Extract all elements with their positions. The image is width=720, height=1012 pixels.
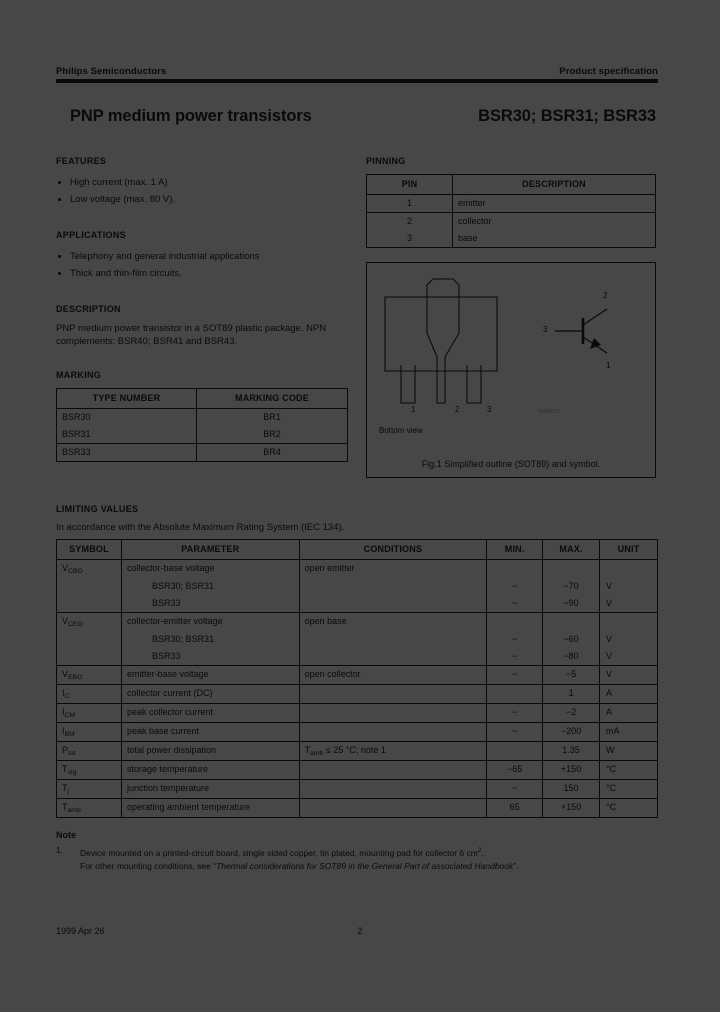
bottom-view-label: Bottom view	[379, 426, 423, 435]
note-line2-pre: For other mounting conditions, see “	[80, 860, 217, 871]
cell-min	[487, 685, 543, 704]
limiting-values-subheading: In accordance with the Absolute Maximum Rating System (IEC 134).	[56, 522, 345, 533]
note-section	[56, 830, 658, 873]
cell-parameter: junction temperature	[121, 780, 299, 799]
limiting-values-heading: LIMITING VALUES	[56, 504, 139, 514]
table-row	[57, 595, 658, 613]
list-item: Thick and thin-film circuits.	[56, 265, 348, 282]
description-text: PNP medium power transistor in a SOT89 plastic package. NPN complements: BSR40; BSR41 and BSR43.	[56, 323, 327, 347]
column-header-conditions: CONDITIONS	[299, 540, 487, 560]
cell-unit: W	[600, 742, 658, 761]
cell-max: −5	[543, 666, 600, 685]
cell-conditions: open collector	[299, 666, 487, 685]
pinning-table	[366, 174, 656, 248]
cell-pin-number: 3	[367, 230, 453, 248]
cell-conditions	[299, 648, 487, 666]
cell-symbol: $V_{CBO}$	[57, 560, 122, 579]
cell-unit	[600, 613, 658, 632]
drawing-code: MAM257	[539, 409, 561, 415]
table-row	[57, 444, 348, 462]
cell-unit: A	[600, 685, 658, 704]
cell-parameter: operating ambient temperature	[121, 799, 299, 818]
table-row	[57, 578, 658, 595]
features-list	[56, 174, 348, 208]
cell-conditions	[299, 761, 487, 780]
document-type: Product specification	[559, 66, 658, 77]
cell-type-number: BSR30	[57, 409, 197, 427]
symbol-collector-label: 2	[603, 291, 608, 300]
cell-unit: V	[600, 648, 658, 666]
cell-conditions	[299, 723, 487, 742]
cell-parameter: total power dissipation	[121, 742, 299, 761]
cell-unit: V	[600, 578, 658, 595]
cell-pin-description: collector	[453, 213, 656, 231]
cell-max: 1	[543, 685, 600, 704]
note-text	[80, 844, 658, 873]
limiting-values-table	[56, 539, 658, 818]
header-rule	[56, 79, 658, 83]
cell-unit: °C	[600, 761, 658, 780]
cell-max: −2	[543, 704, 600, 723]
cell-unit: V	[600, 631, 658, 648]
column-header-min: MIN.	[487, 540, 543, 560]
cell-unit: mA	[600, 723, 658, 742]
cell-parameter: collector-emitter voltage	[121, 613, 299, 632]
cell-conditions: open emitter	[299, 560, 487, 579]
cell-unit: °C	[600, 780, 658, 799]
table-row	[57, 799, 658, 818]
cell-symbol: $T_{stg}$	[57, 761, 122, 780]
symbol-base-label: 3	[543, 325, 548, 334]
outline-pin-3-label: 3	[487, 405, 492, 414]
column-header-type-number: TYPE NUMBER	[57, 389, 197, 409]
cell-symbol	[57, 631, 122, 648]
cell-unit: V	[600, 666, 658, 685]
cell-pin-number: 1	[367, 195, 453, 213]
body-columns	[56, 156, 658, 478]
cell-pin-description: emitter	[453, 195, 656, 213]
cell-unit: °C	[600, 799, 658, 818]
part-numbers: BSR30; BSR31; BSR33	[478, 107, 656, 125]
column-header-pin: PIN	[367, 175, 453, 195]
cell-min	[487, 560, 543, 579]
cell-conditions	[299, 595, 487, 613]
page-content	[56, 66, 658, 873]
cell-type-number: BSR33	[57, 444, 197, 462]
cell-min: −	[487, 595, 543, 613]
cell-symbol: $P_{tot}$	[57, 742, 122, 761]
cell-parameter: peak collector current	[121, 704, 299, 723]
pinning-heading: PINNING	[366, 156, 406, 166]
cell-symbol: $I_{CM}$	[57, 704, 122, 723]
cell-conditions	[299, 578, 487, 595]
table-row	[57, 761, 658, 780]
cell-max	[543, 560, 600, 579]
table-row	[367, 230, 656, 248]
column-header-max: MAX.	[543, 540, 600, 560]
cell-min: 65	[487, 799, 543, 818]
cell-symbol: $T_j$	[57, 780, 122, 799]
outline-pin-2-label: 2	[455, 405, 460, 414]
list-item: Low voltage (max. 80 V).	[56, 191, 348, 208]
cell-conditions	[299, 704, 487, 723]
table-row	[57, 704, 658, 723]
table-header-row	[57, 540, 658, 560]
note-line2-post: ”.	[513, 860, 519, 871]
table-row	[57, 560, 658, 579]
cell-marking-code: BR1	[196, 409, 347, 427]
note-superscript: 2	[477, 847, 482, 854]
footer-page-number: 2	[357, 926, 363, 936]
cell-max: −200	[543, 723, 600, 742]
cell-pin-number: 2	[367, 213, 453, 231]
table-row	[367, 213, 656, 231]
column-header-symbol: SYMBOL	[57, 540, 122, 560]
table-row	[57, 742, 658, 761]
cell-max: 150	[543, 780, 600, 799]
cell-pin-description: base	[453, 230, 656, 248]
cell-min: −65	[487, 761, 543, 780]
cell-parameter: collector-base voltage	[121, 560, 299, 579]
column-header-marking-code: MARKING CODE	[196, 389, 347, 409]
cell-min: −	[487, 578, 543, 595]
cell-symbol: $V_{EBO}$	[57, 666, 122, 685]
applications-heading: APPLICATIONS	[56, 230, 126, 240]
cell-conditions: $T_{amb} \le 25$ °C; note 1	[299, 742, 487, 761]
table-header-row	[57, 389, 348, 409]
list-item: Telephony and general industrial applications	[56, 248, 348, 265]
limiting-values-body	[57, 560, 658, 818]
table-row	[57, 426, 348, 444]
cell-parameter: collector current (DC)	[121, 685, 299, 704]
note-line2-italic: Thermal considerations for SOT89 in the General Part of associated Handbook	[216, 860, 514, 871]
table-row	[57, 631, 658, 648]
cell-max: −90	[543, 595, 600, 613]
cell-unit: A	[600, 704, 658, 723]
table-row	[57, 666, 658, 685]
company-name: Philips Semiconductors	[56, 66, 167, 77]
cell-symbol	[57, 578, 122, 595]
sot89-outline-drawing	[375, 271, 507, 411]
cell-max: −70	[543, 578, 600, 595]
cell-symbol	[57, 595, 122, 613]
cell-symbol: $T_{amb}$	[57, 799, 122, 818]
column-header-description: DESCRIPTION	[453, 175, 656, 195]
marking-table	[56, 388, 348, 462]
cell-conditions	[299, 799, 487, 818]
page-title: PNP medium power transistors	[70, 107, 312, 125]
cell-conditions	[299, 685, 487, 704]
note-heading: Note	[56, 830, 76, 840]
note-number: 1.	[56, 845, 64, 855]
cell-max: +150	[543, 799, 600, 818]
cell-parameter: BSR33	[121, 595, 299, 613]
cell-min: −	[487, 648, 543, 666]
cell-conditions	[299, 631, 487, 648]
table-row	[57, 409, 348, 427]
cell-min: −	[487, 631, 543, 648]
applications-list	[56, 248, 348, 282]
cell-symbol	[57, 648, 122, 666]
outline-pin-1-label: 1	[411, 405, 416, 414]
cell-unit	[600, 560, 658, 579]
right-column	[366, 156, 656, 478]
description-heading: DESCRIPTION	[56, 304, 121, 314]
table-row	[57, 723, 658, 742]
table-row	[57, 648, 658, 666]
cell-conditions: open base	[299, 613, 487, 632]
limiting-values-section	[56, 504, 658, 818]
cell-max: −80	[543, 648, 600, 666]
symbol-emitter-label: 1	[606, 361, 611, 370]
cell-max	[543, 613, 600, 632]
marking-heading: MARKING	[56, 370, 102, 380]
cell-marking-code: BR2	[196, 426, 347, 444]
cell-symbol: $I_C$	[57, 685, 122, 704]
cell-min: −	[487, 780, 543, 799]
cell-conditions	[299, 780, 487, 799]
cell-parameter: emitter-base voltage	[121, 666, 299, 685]
note-item	[56, 844, 658, 873]
figure-caption: Fig.1 Simplified outline (SOT89) and symbol.	[421, 459, 601, 469]
cell-parameter: BSR30; BSR31	[121, 631, 299, 648]
cell-marking-code: BR4	[196, 444, 347, 462]
table-row	[57, 613, 658, 632]
cell-symbol: $V_{CEO}$	[57, 613, 122, 632]
page-header	[56, 66, 658, 77]
cell-type-number: BSR31	[57, 426, 197, 444]
cell-max: −60	[543, 631, 600, 648]
cell-min	[487, 742, 543, 761]
cell-parameter: peak base current	[121, 723, 299, 742]
cell-parameter: storage temperature	[121, 761, 299, 780]
cell-parameter: BSR33	[121, 648, 299, 666]
column-header-unit: UNIT	[600, 540, 658, 560]
cell-unit: V	[600, 595, 658, 613]
table-row	[57, 780, 658, 799]
cell-parameter: BSR30; BSR31	[121, 578, 299, 595]
note-line1-pre: Device mounted on a printed-circuit board, single sided copper, tin plated, mounting pad for collector 6 cm	[80, 847, 478, 858]
table-header-row	[367, 175, 656, 195]
table-row	[57, 685, 658, 704]
pnp-transistor-symbol	[549, 285, 629, 377]
note-line1-post: .	[481, 847, 484, 858]
package-figure	[366, 262, 656, 478]
table-row	[367, 195, 656, 213]
title-row	[56, 107, 658, 126]
left-column	[56, 156, 348, 478]
cell-min: −	[487, 704, 543, 723]
list-item: High current (max. 1 A)	[56, 174, 348, 191]
cell-max: 1.35	[543, 742, 600, 761]
cell-max: +150	[543, 761, 600, 780]
footer-date: 1999 Apr 26	[56, 926, 105, 936]
cell-min	[487, 613, 543, 632]
features-heading: FEATURES	[56, 156, 107, 166]
cell-min: −	[487, 666, 543, 685]
cell-symbol: $I_{BM}$	[57, 723, 122, 742]
column-header-parameter: PARAMETER	[121, 540, 299, 560]
cell-min: −	[487, 723, 543, 742]
